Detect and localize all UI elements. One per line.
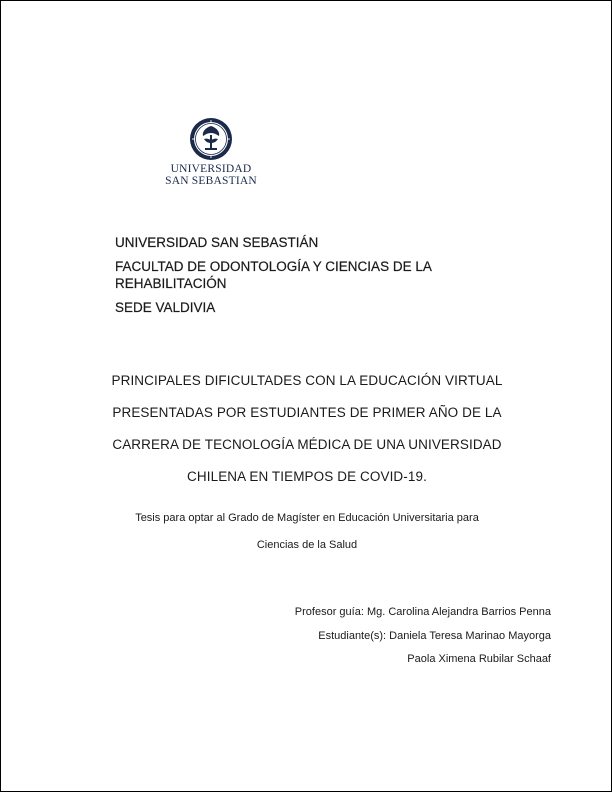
logo-text-line1: UNIVERSIDAD bbox=[170, 163, 252, 175]
thesis-title-line1: PRINCIPALES DIFICULTADES CON LA EDUCACIÓN VIRTUAL bbox=[111, 373, 503, 388]
logo-text-line2: SAN SEBASTIAN bbox=[165, 175, 257, 187]
thesis-subtitle-line2: Ciencias de la Salud bbox=[256, 539, 358, 551]
thesis-title-line2: PRESENTADAS POR ESTUDIANTES DE PRIMER AÑO DE LA bbox=[112, 405, 502, 420]
thesis-title-line3: CARRERA DE TECNOLOGÍA MÉDICA DE UNA UNIVERSIDAD bbox=[112, 437, 502, 452]
campus-name: SEDE VALDIVIA bbox=[115, 300, 216, 315]
faculty-line2: REHABILITACIÓN bbox=[115, 276, 227, 291]
university-logo bbox=[151, 117, 271, 187]
faculty-line1: FACULTAD DE ODONTOLOGÍA Y CIENCIAS DE LA bbox=[115, 259, 432, 274]
thesis-title-line4: CHILENA EN TIEMPOS DE COVID-19. bbox=[187, 469, 427, 484]
university-seal-icon bbox=[189, 117, 233, 161]
thesis-subtitle-line1: Tesis para optar al Grado de Magíster en Educación Universitaria para bbox=[135, 512, 479, 524]
students-credit-line1: Estudiante(s): Daniela Teresa Marinao Mayorga bbox=[318, 630, 551, 642]
students-credit-line2: Paola Ximena Rubilar Schaaf bbox=[407, 653, 551, 665]
institution-name: UNIVERSIDAD SAN SEBASTIÁN bbox=[115, 235, 319, 250]
advisor-credit: Profesor guía: Mg. Carolina Alejandra Barrios Penna bbox=[294, 606, 551, 618]
